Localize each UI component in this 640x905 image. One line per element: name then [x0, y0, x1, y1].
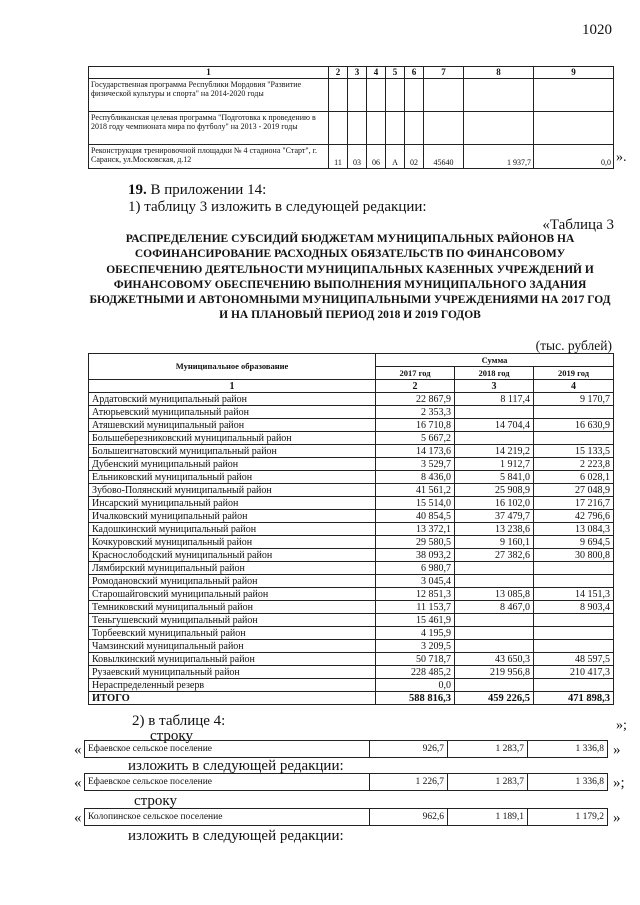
municipality-name: Ромодановский муниципальный район	[89, 575, 376, 588]
table-row	[89, 575, 614, 588]
value-2017: 2 353,3	[376, 406, 455, 419]
column-header-2018: 2018 год	[455, 367, 534, 380]
table-row	[89, 497, 614, 510]
municipality-name: Большеберезниковский муниципальный район	[89, 432, 376, 445]
table-row	[89, 393, 614, 406]
replace-text-2: изложить в следующей редакции:	[128, 828, 344, 844]
value-2019: 17 216,7	[534, 497, 614, 510]
column-header-name: Муниципальное образование	[89, 354, 376, 380]
municipality-name: Атяшевский муниципальный район	[89, 419, 376, 432]
table-row	[89, 523, 614, 536]
value-2017: 3 209,5	[376, 640, 455, 653]
municipality-name: Атюрьевский муниципальный район	[89, 406, 376, 419]
value-2018	[455, 614, 534, 627]
total-2019: 471 898,3	[534, 692, 614, 705]
municipality-name: Ардатовский муниципальный район	[89, 393, 376, 406]
value-2018: 37 479,7	[455, 510, 534, 523]
municipality-name: Кадошкинский муниципальный район	[89, 523, 376, 536]
value-2017: 5 667,2	[376, 432, 455, 445]
close-quote-1: »	[613, 742, 621, 758]
value-2017: 12 851,3	[376, 588, 455, 601]
value-2019: 14 151,3	[534, 588, 614, 601]
value-2019	[534, 679, 614, 692]
value-2017: 38 093,2	[376, 549, 455, 562]
value-2017: 11 153,7	[376, 601, 455, 614]
value-2018	[455, 432, 534, 445]
table-row: Реконструкция тренировочной площадки № 4 стадиона "Старт", г. Саранск, ул.Московская, д.12 11 03 06 А 02 45640 1 937,7 0,0	[89, 145, 614, 169]
value-2019: 9 170,7	[534, 393, 614, 406]
table-end-mark: »;	[616, 718, 627, 733]
item-1-text: 1) таблицу 3 изложить в следующей редакции:	[128, 199, 427, 215]
value-2018: 9 160,1	[455, 536, 534, 549]
open-quote-2: «	[74, 775, 82, 791]
value-2019: 48 597,5	[534, 653, 614, 666]
table-row	[89, 458, 614, 471]
value-2017: 14 173,6	[376, 445, 455, 458]
municipality-name: Краснослободский муниципальный район	[89, 549, 376, 562]
page-number: 1020	[582, 22, 612, 38]
value-2017: 3 045,4	[376, 575, 455, 588]
value-2019: 8 903,4	[534, 601, 614, 614]
municipality-name: Ичалковский муниципальный район	[89, 510, 376, 523]
table-row	[89, 471, 614, 484]
municipality-name: Рузаевский муниципальный район	[89, 666, 376, 679]
close-quote-3: »	[613, 810, 621, 826]
column-header-2019: 2019 год	[534, 367, 614, 380]
table-row	[89, 406, 614, 419]
value-2019: 16 630,9	[534, 419, 614, 432]
table-title: РАСПРЕДЕЛЕНИЕ СУБСИДИЙ БЮДЖЕТАМ МУНИЦИПАЛЬНЫХ РАЙОНОВ НА СОФИНАНСИРОВАНИЕ РАСХОДНЫХ ОБЯЗАТЕЛЬСТВ ПО ФИНАНСОВОМУ ОБЕСПЕЧЕНИЮ ДЕЯТЕЛЬНОСТИ МУНИЦИПАЛЬНЫХ КАЗЕННЫХ УЧРЕЖДЕНИЙ И ФИНАНСОВОМУ ОБЕСПЕЧЕНИЮ ВЫПОЛНЕНИЯ МУНИЦИПАЛЬНОГО ЗАДАНИЯ БЮДЖЕТНЫМИ И АВТОНОМНЫМИ МУНИЦИПАЛЬНЫМИ УЧРЕЖДЕНИЯМИ НА 2017 ГОД И НА ПЛАНОВЫЙ ПЕРИОД 2018 И 2019 ГОДОВ	[89, 233, 611, 322]
value-2018: 27 382,6	[455, 549, 534, 562]
value-2019	[534, 562, 614, 575]
total-2018: 459 226,5	[455, 692, 534, 705]
value-2017: 50 718,7	[376, 653, 455, 666]
replace-row-old-2	[84, 808, 608, 826]
table-row	[89, 679, 614, 692]
value-2018: 8 467,0	[455, 601, 534, 614]
value-2018: 16 102,0	[455, 497, 534, 510]
municipality-name: Кочкуровский муниципальный район	[89, 536, 376, 549]
value-2019: 13 084,3	[534, 523, 614, 536]
close-quote-2: »;	[613, 775, 625, 791]
table-row	[89, 614, 614, 627]
replace-text-1: изложить в следующей редакции:	[128, 758, 344, 774]
value-2017: 0,0	[376, 679, 455, 692]
municipality-name: Нераспределенный резерв	[89, 679, 376, 692]
municipality-name: Старошайговский муниципальный район	[89, 588, 376, 601]
table-row	[89, 484, 614, 497]
municipality-name: Ковылкинский муниципальный район	[89, 653, 376, 666]
value-2019: 210 417,3	[534, 666, 614, 679]
value-2017: 4 195,9	[376, 627, 455, 640]
section-heading	[128, 182, 266, 199]
row-word-2: строку	[134, 793, 177, 809]
replace-row-new-1	[84, 773, 608, 791]
table-row	[89, 653, 614, 666]
value-2018: 8 117,4	[455, 393, 534, 406]
table-header	[89, 354, 614, 367]
value-2018: 5 841,0	[455, 471, 534, 484]
table-row	[89, 666, 614, 679]
value-2019	[534, 406, 614, 419]
column-numbers-row: 1 2 3 4	[89, 380, 614, 393]
top-continuation-table	[88, 66, 614, 169]
table-reference: «Таблица 3	[542, 217, 614, 233]
table-row: Колопинское сельское поселение 962,6 1 189,1 1 179,2	[85, 809, 608, 826]
value-2018	[455, 562, 534, 575]
value-2019: 42 796,6	[534, 510, 614, 523]
closing-quote: ».	[616, 150, 627, 165]
replace-row-old-1	[84, 740, 608, 758]
value-2018: 13 238,6	[455, 523, 534, 536]
value-2017: 8 436,0	[376, 471, 455, 484]
value-2018	[455, 627, 534, 640]
value-2018	[455, 406, 534, 419]
total-row	[89, 692, 614, 705]
subsidy-table	[88, 353, 614, 705]
value-2019: 30 800,8	[534, 549, 614, 562]
value-2018: 13 085,8	[455, 588, 534, 601]
value-2017: 13 372,1	[376, 523, 455, 536]
table-row	[89, 562, 614, 575]
value-2018	[455, 575, 534, 588]
value-2019	[534, 575, 614, 588]
table-row	[89, 510, 614, 523]
value-2017: 29 580,5	[376, 536, 455, 549]
value-2018: 14 704,4	[455, 419, 534, 432]
value-2019: 27 048,9	[534, 484, 614, 497]
table-row: Ефаевское сельское поселение 1 226,7 1 283,7 1 336,8	[85, 774, 608, 791]
value-2018	[455, 640, 534, 653]
table-row	[89, 432, 614, 445]
value-2018: 25 908,9	[455, 484, 534, 497]
municipality-name: Инсарский муниципальный район	[89, 497, 376, 510]
municipality-name: Большеигнатовский муниципальный район	[89, 445, 376, 458]
value-2018	[455, 679, 534, 692]
table-row	[89, 627, 614, 640]
top-table-header: 1 2 3 4 5 6 7 8 9	[89, 67, 614, 79]
municipality-name: Темниковский муниципальный район	[89, 601, 376, 614]
municipality-name: Теньгушевский муниципальный район	[89, 614, 376, 627]
value-2019: 2 223,8	[534, 458, 614, 471]
section-number: 19.	[128, 182, 147, 198]
column-header-2017: 2017 год	[376, 367, 455, 380]
value-2017: 41 561,2	[376, 484, 455, 497]
table-row: Государственная программа Республики Мордовия "Развитие физической культуры и спорта" на 2014-2020 годы	[89, 79, 614, 112]
total-2017: 588 816,3	[376, 692, 455, 705]
table-row: Ефаевское сельское поселение 926,7 1 283,7 1 336,8	[85, 741, 608, 758]
table-row	[89, 419, 614, 432]
municipality-name: Дубенский муниципальный район	[89, 458, 376, 471]
table-row	[89, 588, 614, 601]
table-row	[89, 445, 614, 458]
municipality-name: Ельниковский муниципальный район	[89, 471, 376, 484]
table-row	[89, 536, 614, 549]
value-2018: 43 650,3	[455, 653, 534, 666]
municipality-name: Лямбирский муниципальный район	[89, 562, 376, 575]
table-row: Республиканская целевая программа "Подготовка к проведению в 2018 году чемпионата мира по футболу" на 2013 - 2019 годы	[89, 112, 614, 145]
value-2019	[534, 640, 614, 653]
table-row	[89, 640, 614, 653]
value-2018: 1 912,7	[455, 458, 534, 471]
value-2017: 15 514,0	[376, 497, 455, 510]
value-2019	[534, 627, 614, 640]
row-word-1: строку	[150, 728, 193, 744]
total-label: ИТОГО	[89, 692, 376, 705]
municipality-name: Торбеевский муниципальный район	[89, 627, 376, 640]
item-2-text: 2) в таблице 4:	[132, 713, 226, 729]
value-2019	[534, 432, 614, 445]
value-2017: 6 980,7	[376, 562, 455, 575]
value-2017: 16 710,8	[376, 419, 455, 432]
column-header-sum: Сумма	[376, 354, 614, 367]
value-2017: 22 867,9	[376, 393, 455, 406]
municipality-name: Зубово-Полянский муниципальный район	[89, 484, 376, 497]
value-2019	[534, 614, 614, 627]
value-2019: 9 694,5	[534, 536, 614, 549]
value-2017: 15 461,9	[376, 614, 455, 627]
table-row	[89, 601, 614, 614]
units-label: (тыс. рублей)	[535, 338, 612, 353]
section-text: В приложении 14:	[150, 182, 267, 198]
municipality-name: Чамзинский муниципальный район	[89, 640, 376, 653]
open-quote-3: «	[74, 810, 82, 826]
value-2019: 6 028,1	[534, 471, 614, 484]
table-row	[89, 549, 614, 562]
value-2017: 228 485,2	[376, 666, 455, 679]
value-2019: 15 133,5	[534, 445, 614, 458]
value-2018: 14 219,2	[455, 445, 534, 458]
open-quote-1: «	[74, 742, 82, 758]
value-2018: 219 956,8	[455, 666, 534, 679]
value-2017: 3 529,7	[376, 458, 455, 471]
value-2017: 40 854,5	[376, 510, 455, 523]
